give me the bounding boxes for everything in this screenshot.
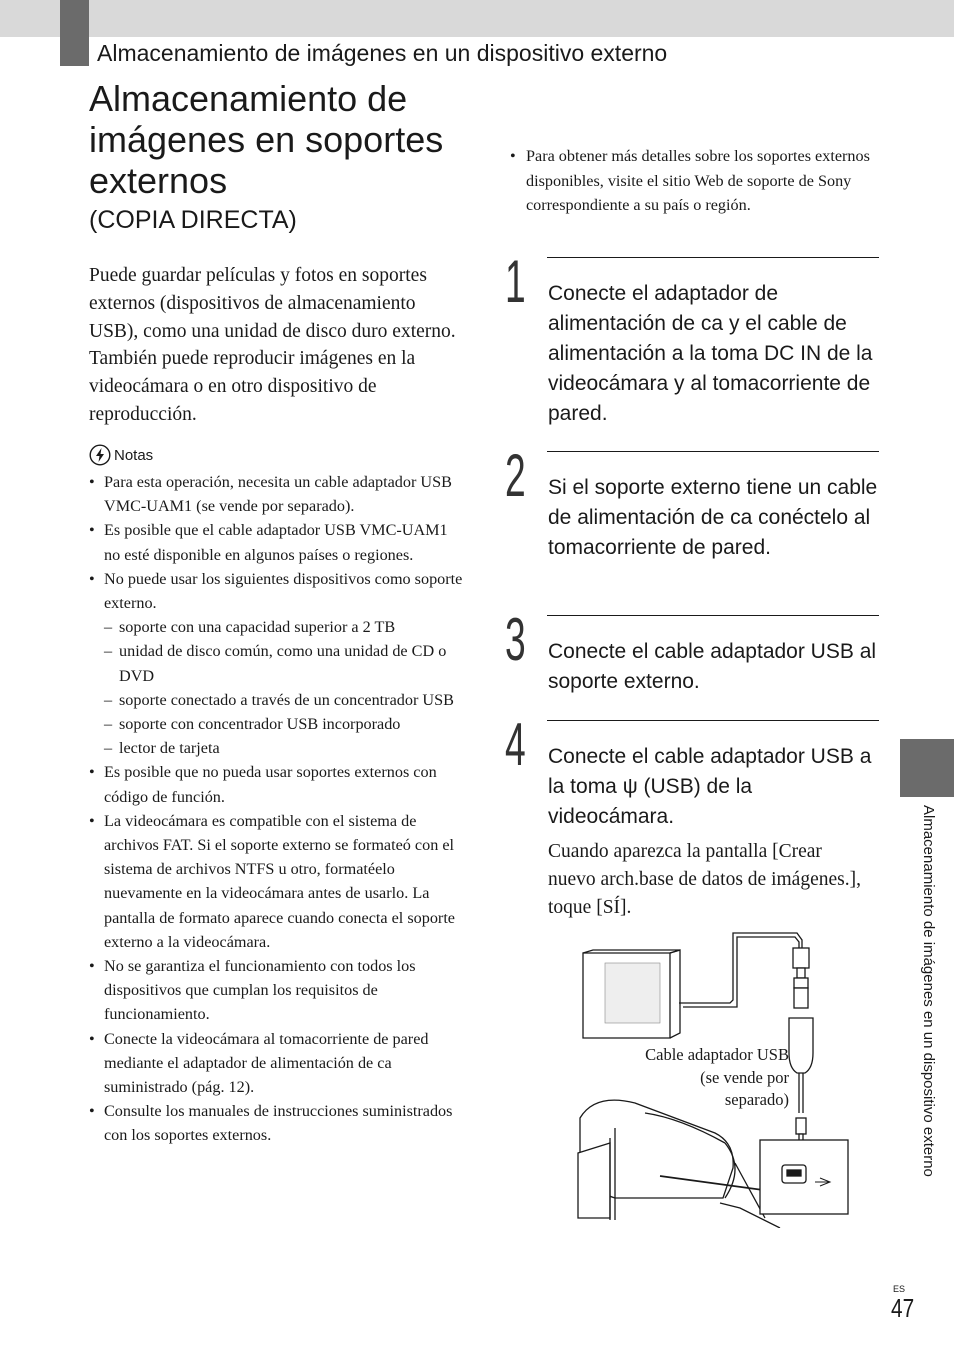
notes-heading-label: Notas: [114, 446, 154, 464]
section-title: Almacenamiento de imágenes en un dispositivo externo: [97, 40, 668, 66]
list-item: [89, 567, 464, 761]
step-text: Conecte el adaptador de alimentación de ca y el cable de alimentación a la toma DC IN de la videocámara y al tomacorriente de pared.: [548, 282, 873, 425]
page-title-line: imágenes en soportes: [89, 119, 444, 160]
step-divider: [547, 257, 879, 258]
sub-list-item: – unidad de disco común, como una unidad de CD o DVD: [104, 639, 464, 687]
intro-paragraph: Puede guardar películas y fotos en soportes externos (dispositivos de almacenamiento USB), como una unidad de disco duro externo. También puede reproducir imágenes en la videocámara o en otro dispositivo de reproducción.: [89, 265, 456, 425]
external-drive: [583, 950, 680, 1038]
page-number: 47: [891, 1293, 915, 1323]
list-item-text: No puede usar los siguientes dispositivos como soporte externo.: [104, 569, 463, 613]
list-item: • Conecte la videocámara al tomacorriente de pared mediante el adaptador de alimentación de ca suministrado (pág. 12).: [89, 1027, 464, 1100]
page-title: [89, 78, 489, 201]
header-band: [0, 0, 954, 37]
list-item: • No se garantiza el funcionamiento con todos los dispositivos que cumplan los requisitos de funcionamiento.: [89, 954, 464, 1027]
usb-port-inset: [760, 1140, 848, 1214]
step-number: 4: [505, 711, 526, 778]
step-divider: [547, 615, 879, 616]
sub-list-item: – soporte con concentrador USB incorporado: [104, 712, 464, 736]
support-note: [510, 144, 870, 218]
step-text-part: Conecte el cable adaptador USB a la toma: [548, 745, 872, 798]
step-number: 1: [505, 248, 526, 315]
notes-icon: [89, 444, 111, 466]
sub-list: [104, 615, 464, 760]
step-number: 3: [505, 606, 526, 673]
list-item: • Es posible que el cable adaptador USB VMC-UAM1 no esté disponible en algunos países o regiones.: [89, 518, 464, 566]
step-text: Conecte el cable adaptador USB al soporte externo.: [548, 640, 877, 693]
step-subtext: Cuando aparezca la pantalla [Crear nuevo arch.base de datos de imágenes.], toque [SÍ].: [548, 841, 861, 918]
cable-label: Cable adaptador USB (se vende por separado): [645, 1045, 789, 1109]
list-item: • Consulte los manuales de instrucciones suministrados con los soportes externos.: [89, 1099, 464, 1147]
language-code: ES: [893, 1284, 906, 1294]
camcorder: [578, 1100, 785, 1228]
step-text: [548, 742, 878, 832]
page-title-line: externos: [89, 160, 228, 201]
sidebar-section-label: Almacenamiento de imágenes en un dispositivo externo: [920, 805, 937, 1177]
step-divider: [547, 451, 879, 452]
step-text-part: (USB) de la videocámara.: [548, 775, 753, 828]
list-item: • La videocámara es compatible con el sistema de archivos FAT. Si el soporte externo se formateó con el sistema de archivos NTFS u otro, formatéelo nuevamente en la videocámara antes de usarlo. La pantalla de formato aparece cuando conecta el soporte externo a la videocámara.: [89, 809, 464, 954]
list-item: • Es posible que no pueda usar soportes externos con código de función.: [89, 760, 464, 808]
step-number: 2: [505, 442, 526, 509]
usb-cable: [679, 933, 813, 1146]
sub-list-item: – lector de tarjeta: [104, 736, 464, 760]
header-marker: [60, 0, 89, 66]
page-title-line: Almacenamiento de: [89, 78, 408, 119]
list-item: • Para obtener más detalles sobre los soportes externos disponibles, visite el sitio Web de soporte de Sony correspondiente a su país o región.: [510, 144, 870, 218]
notes-heading: [89, 444, 153, 466]
sub-list-item: – soporte con una capacidad superior a 2 TB: [104, 615, 464, 639]
step-text: Si el soporte externo tiene un cable de alimentación de ca conéctelo al tomacorriente de pared.: [548, 476, 878, 559]
page-subtitle: (COPIA DIRECTA): [89, 206, 297, 234]
usb-icon: ψ: [622, 775, 638, 798]
list-item: • Para esta operación, necesita un cable adaptador USB VMC-UAM1 (se vende por separado).: [89, 470, 464, 518]
sub-list-item: – soporte conectado a través de un concentrador USB: [104, 688, 464, 712]
notes-list: [89, 470, 464, 1148]
step-divider: [547, 720, 879, 721]
side-tab: [900, 739, 954, 797]
